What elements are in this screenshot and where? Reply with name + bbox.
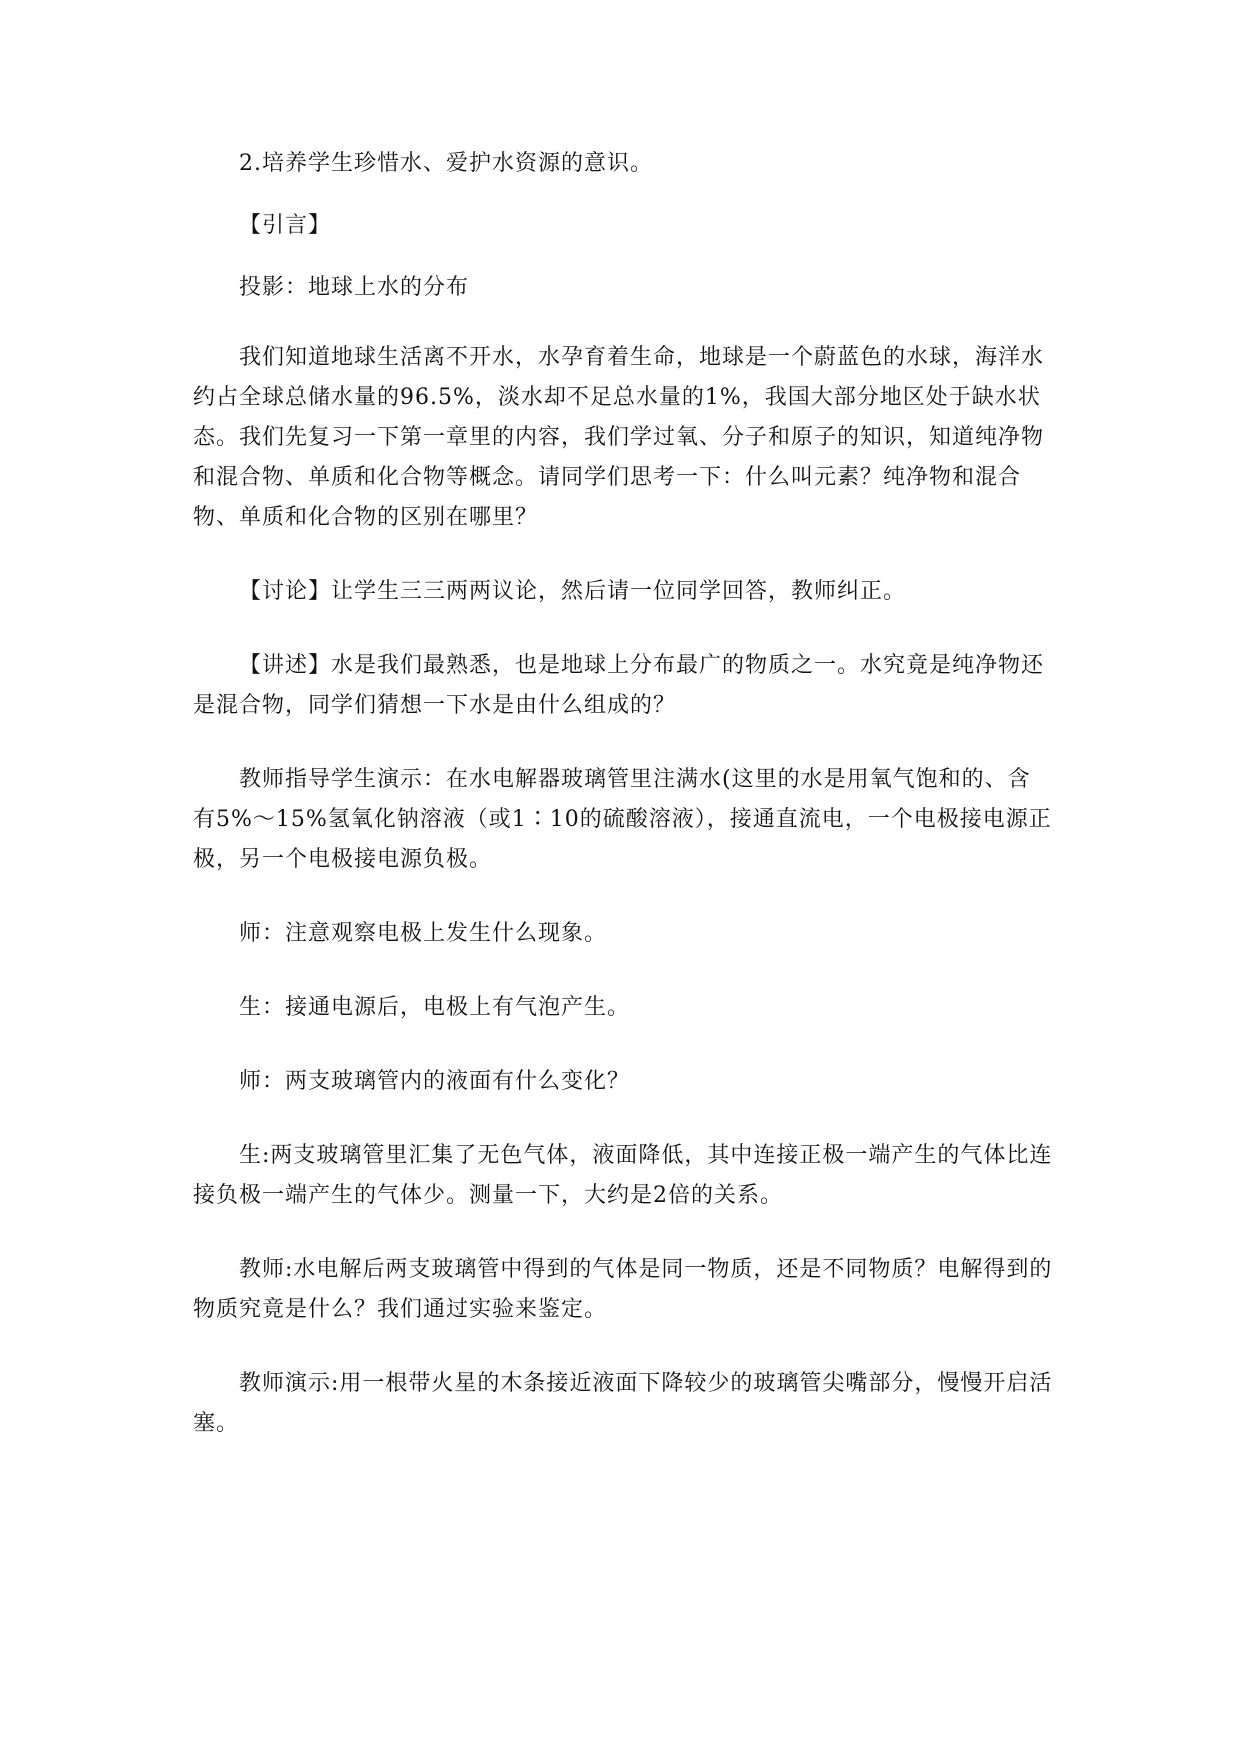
paragraph-teacher-observe: 师：注意观察电极上发生什么现象。 [239, 921, 608, 946]
paragraph-narration: 【讲述】水是我们最熟悉，也是地球上分布最广的物质之一。水究竟是纯净物还是混合物，同学们猜想一下水是由什么组成的？ [193, 653, 1045, 718]
paragraph-teacher-question: 教师:水电解后两支玻璃管中得到的气体是同一物质，还是不同物质？电解得到的物质究竟是什么？我们通过实验来鉴定。 [193, 1257, 1053, 1322]
paragraph-objective-2: 2.培养学生珍惜水、爱护水资源的意识。 [239, 151, 653, 176]
paragraph-projection: 投影：地球上水的分布 [239, 275, 470, 300]
paragraph-teacher-liquid-level: 师：两支玻璃管内的液面有什么变化？ [239, 1069, 631, 1094]
paragraph-student-bubbles: 生：接通电源后，电极上有气泡产生。 [239, 995, 631, 1020]
paragraph-teacher-demo-splint: 教师演示:用一根带火星的木条接近液面下降较少的玻璃管尖嘴部分，慢慢开启活塞。 [193, 1371, 1053, 1436]
paragraph-student-gas-ratio: 生:两支玻璃管里汇集了无色气体，液面降低，其中连接正极一端产生的气体比连接负极一端产生的气体少。测量一下，大约是2倍的关系。 [193, 1143, 1053, 1208]
paragraph-teacher-demo-setup: 教师指导学生演示：在水电解器玻璃管里注满水(这里的水是用氧气饱和的、含有5%～15%氢氧化钠溶液（或1∶10的硫酸溶液），接通直流电，一个电极接电源正极，另一个电极接电源负极。 [193, 767, 1052, 872]
section-heading-introduction: 【引言】 [239, 213, 332, 238]
document-body [193, 144, 1053, 1444]
paragraph-discussion: 【讨论】让学生三三两两议论，然后请一位同学回答，教师纠正。 [239, 579, 907, 604]
paragraph-water-distribution: 我们知道地球生活离不开水，水孕育着生命，地球是一个蔚蓝色的水球，海洋水约占全球总储水量的96.5%，淡水却不足总水量的1%，我国大部分地区处于缺水状态。我们先复习一下第一章里的内容，我们学过氧、分子和原子的知识，知道纯净物和混合物、单质和化合物等概念。请同学们思考一下：什么叫元素？纯净物和混合物、单质和化合物的区别在哪里？ [193, 345, 1045, 530]
